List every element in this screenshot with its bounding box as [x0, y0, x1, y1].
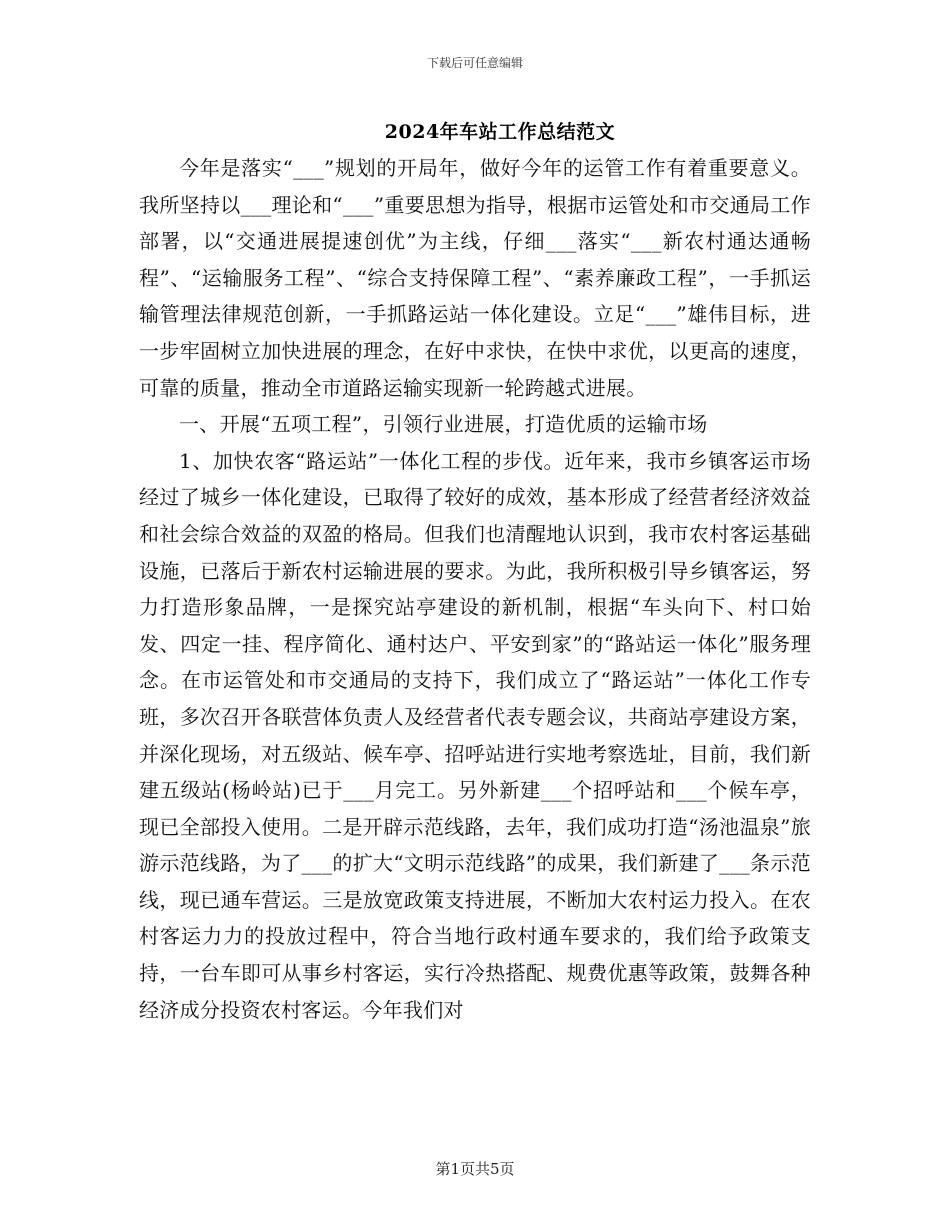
paragraph-section-heading: 一、开展“五项工程”，引领行业进展，打造优质的运输市场	[179, 412, 708, 437]
paragraph-intro: 今年是落实“___”规划的开局年，做好今年的运管工作有着重要意义。我所坚持以___理论和“___”重要思想为指导，根据市运管处和市交通局工作部署，以“交通进展提速创优”为主线，仔细___落实“___新农村通达通畅程”、“运输服务工程”、“综合支持保障工程”、“素养廉政工程”，一手抓运输管理法律规范创新，一手抓路运站一体化建设。立足“___”雄伟目标，进一步牢固树立加快进展的理念，在好中求快，在快中求优，以更高的速度，可靠的质量，推动全市道路运输实现新一轮跨越式进展。	[139, 156, 811, 400]
paragraph-item-1: 1、加快农客“路运站”一体化工程的步伐。近年来，我市乡镇客运市场经过了城乡一体化建设，已取得了较好的成效，基本形成了经营者经济效益和社会综合效益的双盈的格局。但我们也清醒地认识到，我市农村客运基础设施，已落后于新农村运输进展的要求。为此，我所积极引导乡镇客运，努力打造形象品牌，一是探究站亭建设的新机制，根据“车头向下、村口始发、四定一挂、程序简化、通村达户、平安到家”的“路站运一体化”服务理念。在市运管处和市交通局的支持下，我们成立了“路运站”一体化工作专班，多次召开各联营体负责人及经营者代表专题会议，共商站亭建设方案，并深化现场，对五级站、候车亭、招呼站进行实地考察选址，目前，我们新建五级站(杨岭站)已于___月完工。另外新建___个招呼站和___个候车亭，现已全部投入使用。二是开辟示范线路，去年，我们成功打造“汤池温泉”旅游示范线路，为了___的扩大“文明示范线路”的成果，我们新建了___条示范线，现已通车营运。三是放宽政策支持进展，不断加大农村运力投入。在农村客运力力的投放过程中，符合当地行政村通车要求的，我们给予政策支持，一台车即可从事乡村客运，实行冷热搭配、规费优惠等政策，鼓舞各种经济成分投资农村客运。今年我们对	[139, 448, 811, 1022]
document-body	[139, 150, 811, 1028]
page-header-note: 下载后可任意编辑	[426, 56, 523, 70]
page-number: 第1页共5页	[435, 1160, 515, 1178]
document-title: 2024年车站工作总结范文	[384, 121, 616, 143]
